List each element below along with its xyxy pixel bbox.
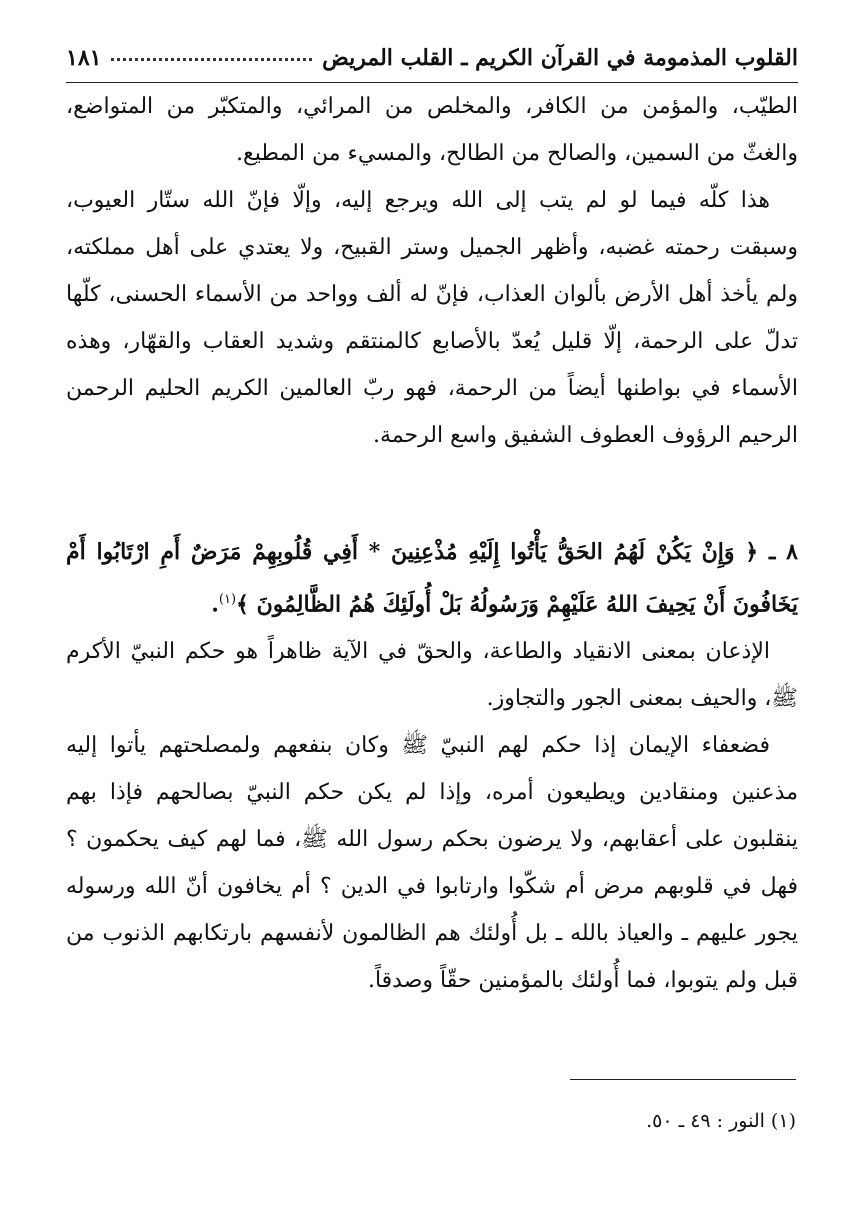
page-number: ١٨١ bbox=[66, 45, 102, 71]
footnote-marker: (١) bbox=[218, 592, 237, 607]
page-body bbox=[66, 83, 798, 1004]
running-header bbox=[66, 36, 798, 83]
verse-text: ٨ ـ ﴿ وَإِنْ يَكُنْ لَهُمُ الحَقُّ يَأْتُوا إِلَيْهِ مُذْعِنِينَ * أَفِي قُلُوبِهِمْ مَرَضٌ أَمِ ارْتَابُوا أَمْ يَخَافُونَ أَنْ يَحِيفَ اللهُ عَلَيْهِمْ وَرَسُولُهُ بَلْ أُولَئِكَ هُمُ الظَّالِمُونَ ﴾ bbox=[66, 539, 798, 618]
footnote-divider bbox=[570, 1079, 796, 1080]
paragraph-mercy: هذا كلّه فيما لو لم يتب إلى الله ويرجع إليه، وإلّا فإنّ الله ستّار العيوب، وسبقت رحمته غضبه، وأظهر الجميل وستر القبيح، ولا يعتدي على أهل مملكته، ولم يأخذ أهل الأرض بألوان العذاب، فإنّ له ألف وواحد من الأسماء الحسنى، كلّها تدلّ على الرحمة، إلّا قليل يُعدّ بالأصابع كالمنتقم وشديد العقاب والقهّار، وهذه الأسماء في بواطنها أيضاً من الرحمة، فهو ربّ العالمين الكريم الحليم الرحمن الرحيم الرؤوف العطوف الشفيق واسع الرحمة. bbox=[66, 188, 798, 448]
header-leader-dots bbox=[111, 58, 312, 61]
paragraph-commentary: فضعفاء الإيمان إذا حكم لهم النبيّ ﷺ وكان بنفعهم ولمصلحتهم يأتوا إليه مذعنين ومنقادين ويطيعون أمره، وإذا لم يكن حكم النبيّ بصالحهم فإذا بهم ينقلبون على أعقابهم، ولا يرضون بحكم رسول الله ﷺ، فما لهم كيف يحكمون ؟ فهل في قلوبهم مرض أم شكّوا وارتابوا في الدين ؟ أم يخافون أنّ الله ورسوله يجور عليهم ـ والعياذ بالله ـ بل أُولئك هم الظالمون لأنفسهم بارتكابهم الذنوب من قبل ولم يتوبوا، فما أُولئك بالمؤمنين حقّاً وصدقاً. bbox=[66, 733, 798, 994]
paragraph-continuation: الطيّب، والمؤمن من الكافر، والمخلص من المرائي، والمتكبّر من المتواضع، والغثّ من السمين، والصالح من الطالح، والمسيء من المطيع. bbox=[66, 94, 798, 166]
paragraph-explanation: الإذعان بمعنى الانقياد والطاعة، والحقّ في الآية ظاهراً هو حكم النبيّ الأكرم ﷺ، والحيف بمعنى الجور والتجاوز. bbox=[66, 639, 798, 712]
quran-verse: ٨ ـ ﴿ وَإِنْ يَكُنْ لَهُمُ الحَقُّ يَأْتُوا إِلَيْهِ مُذْعِنِينَ * أَفِي قُلُوبِهِمْ مَرَضٌ أَمِ ارْتَابُوا أَمْ يَخَافُونَ أَنْ يَحِيفَ اللهُ عَلَيْهِمْ وَرَسُولُهُ بَلْ أُولَئِكَ هُمُ الظَّالِمُونَ ﴾$^{(١)}$. bbox=[66, 539, 798, 618]
section-gap bbox=[66, 459, 798, 529]
footnote: (١) النور : ٤٩ ـ ٥٠. bbox=[646, 1110, 796, 1132]
header-title: القلوب المذمومة في القرآن الكريم ـ القلب المريض bbox=[322, 45, 798, 71]
